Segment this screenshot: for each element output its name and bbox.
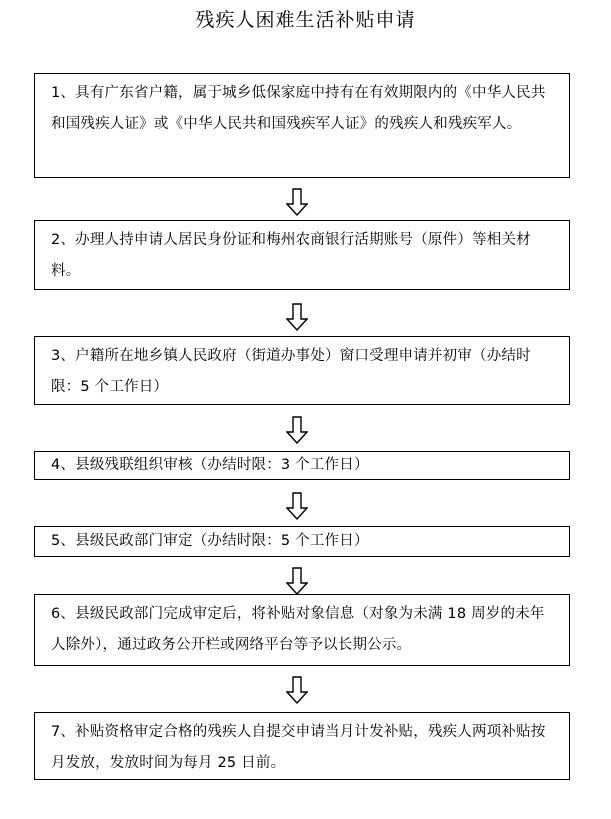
- hollow-down-arrow-icon: [286, 303, 308, 331]
- flow-step-7: 7、补贴资格审定合格的残疾人自提交申请当月计发补贴，残疾人两项补贴按月发放，发放时间为每月 25 日前。: [34, 712, 570, 780]
- hollow-down-arrow-icon: [286, 416, 308, 444]
- flow-step-1: 1、具有广东省户籍，属于城乡低保家庭中持有在有效期限内的《中华人民共和国残疾人证》或《中华人民共和国残疾军人证》的残疾人和残疾军人。: [34, 73, 570, 178]
- flow-step-6: 6、县级民政部门完成审定后，将补贴对象信息（对象为未满 18 周岁的未年人除外），通过政务公开栏或网络平台等予以长期公示。: [34, 594, 570, 666]
- page-title: 残疾人困难生活补贴申请: [195, 9, 416, 31]
- hollow-down-arrow-icon: [286, 188, 308, 216]
- hollow-down-arrow-icon: [286, 567, 308, 595]
- flow-step-4: 4、县级残联组织审核（办结时限：3 个工作日）: [34, 451, 570, 480]
- flow-step-2: 2、办理人持申请人居民身份证和梅州农商银行活期账号（原件）等相关材料。: [34, 220, 570, 290]
- hollow-down-arrow-icon: [286, 676, 308, 704]
- hollow-down-arrow-icon: [286, 492, 308, 520]
- flow-step-5: 5、县级民政部门审定（办结时限：5 个工作日）: [34, 526, 570, 557]
- flow-step-3: 3、户籍所在地乡镇人民政府（街道办事处）窗口受理申请并初审（办结时限：5 个工作日）: [34, 336, 570, 405]
